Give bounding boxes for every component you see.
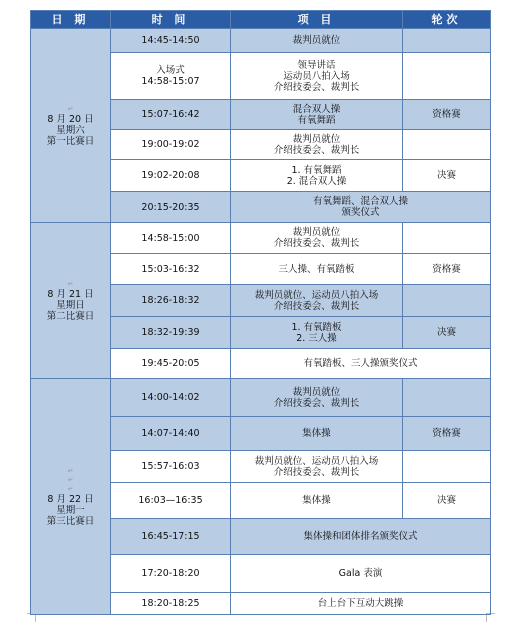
item-cell: 有氧踏板、三人操颁奖仪式 — [231, 349, 491, 379]
time-cell: 19:02-20:08 — [111, 160, 231, 192]
day-date: 8 月 20 日 — [47, 113, 94, 125]
table-row — [31, 379, 491, 417]
header-date: 日 期 — [31, 11, 111, 29]
item-cell: 有氧舞蹈、混合双人操 颁奖仪式 — [231, 192, 491, 223]
item-cell: 1. 有氧舞蹈 2. 混合双人操 — [231, 160, 403, 192]
item-cell: 三人操、有氧踏板 — [231, 254, 403, 285]
time-cell: 14:58-15:00 — [111, 223, 231, 254]
round-cell — [403, 53, 491, 100]
day-date: 8 月 21 日 — [47, 288, 94, 300]
day-date: 8 月 22 日 — [47, 493, 94, 505]
day-match-label: 第三比赛日 — [46, 515, 95, 527]
day-weekday: 星期一 — [56, 504, 85, 516]
round-cell: 资格赛 — [403, 254, 491, 285]
item-cell: 裁判员就位、运动员八拍入场 介绍技委会、裁判长 — [231, 285, 403, 317]
day-match-label: 第一比赛日 — [46, 135, 95, 147]
time-cell: 14:45-14:50 — [111, 29, 231, 53]
round-cell — [403, 223, 491, 254]
item-cell: 裁判员就位 介绍技委会、裁判长 — [231, 130, 403, 160]
round-cell: 决赛 — [403, 483, 491, 519]
item-cell: 裁判员就位 介绍技委会、裁判长 — [231, 223, 403, 254]
day-match-label: 第二比赛日 — [46, 310, 95, 322]
day-weekday: 星期日 — [56, 299, 85, 311]
round-cell — [403, 29, 491, 53]
round-cell — [403, 451, 491, 483]
item-cell: 集体操和团体排名颁奖仪式 — [231, 519, 491, 555]
table-row — [31, 29, 491, 53]
time-cell: 19:45-20:05 — [111, 349, 231, 379]
item-cell: 裁判员就位 介绍技委会、裁判长 — [231, 379, 403, 417]
time-cell: 15:03-16:32 — [111, 254, 231, 285]
time-cell: 19:00-19:02 — [111, 130, 231, 160]
time-cell: 20:15-20:35 — [111, 192, 231, 223]
time-cell: 16:45-17:15 — [111, 519, 231, 555]
item-cell: 集体操 — [231, 417, 403, 451]
item-cell: 领导讲话 运动员八拍入场 介绍技委会、裁判长 — [231, 53, 403, 100]
time-cell: 16:03—16:35 — [111, 483, 231, 519]
time-cell: 18:26-18:32 — [111, 285, 231, 317]
round-cell — [403, 285, 491, 317]
time-cell: 15:07-16:42 — [111, 100, 231, 130]
round-cell — [403, 130, 491, 160]
day-weekday: 星期六 — [56, 124, 85, 136]
header-round: 轮次 — [403, 11, 491, 29]
item-cell: 台上台下互动大跳操 — [231, 593, 491, 615]
item-cell: 裁判员就位、运动员八拍入场 介绍技委会、裁判长 — [231, 451, 403, 483]
time-cell: 14:00-14:02 — [111, 379, 231, 417]
time-cell: 入场式 14:58-15:07 — [111, 53, 231, 100]
round-cell: 资格赛 — [403, 100, 491, 130]
time-cell: 17:20-18:20 — [111, 555, 231, 593]
round-cell: 决赛 — [403, 160, 491, 192]
round-cell: 资格赛 — [403, 417, 491, 451]
header-item: 项 目 — [231, 11, 403, 29]
time-cell: 18:32-19:39 — [111, 317, 231, 349]
day-cell-1: ↵ 8 月 20 日 星期六 第一比赛日 — [31, 29, 111, 223]
item-cell: 集体操 — [231, 483, 403, 519]
time-cell: 18:20-18:25 — [111, 593, 231, 615]
day-cell-2: ↵ 8 月 21 日 星期日 第二比赛日 — [31, 223, 111, 379]
item-cell: 裁判员就位 — [231, 29, 403, 53]
header-time: 时 间 — [111, 11, 231, 29]
round-cell: 决赛 — [403, 317, 491, 349]
item-cell: Gala 表演 — [231, 555, 491, 593]
header-row — [31, 11, 491, 29]
table-row — [31, 223, 491, 254]
time-cell: 14:07-14:40 — [111, 417, 231, 451]
time-cell: 15:57-16:03 — [111, 451, 231, 483]
item-cell: 1. 有氧踏板 2. 三人操 — [231, 317, 403, 349]
day-cell-3: ↵ ↵ ↵ 8 月 22 日 星期一 第三比赛日 — [31, 379, 111, 615]
round-cell — [403, 379, 491, 417]
item-cell: 混合双人操 有氧舞蹈 — [231, 100, 403, 130]
schedule-table — [30, 10, 491, 615]
